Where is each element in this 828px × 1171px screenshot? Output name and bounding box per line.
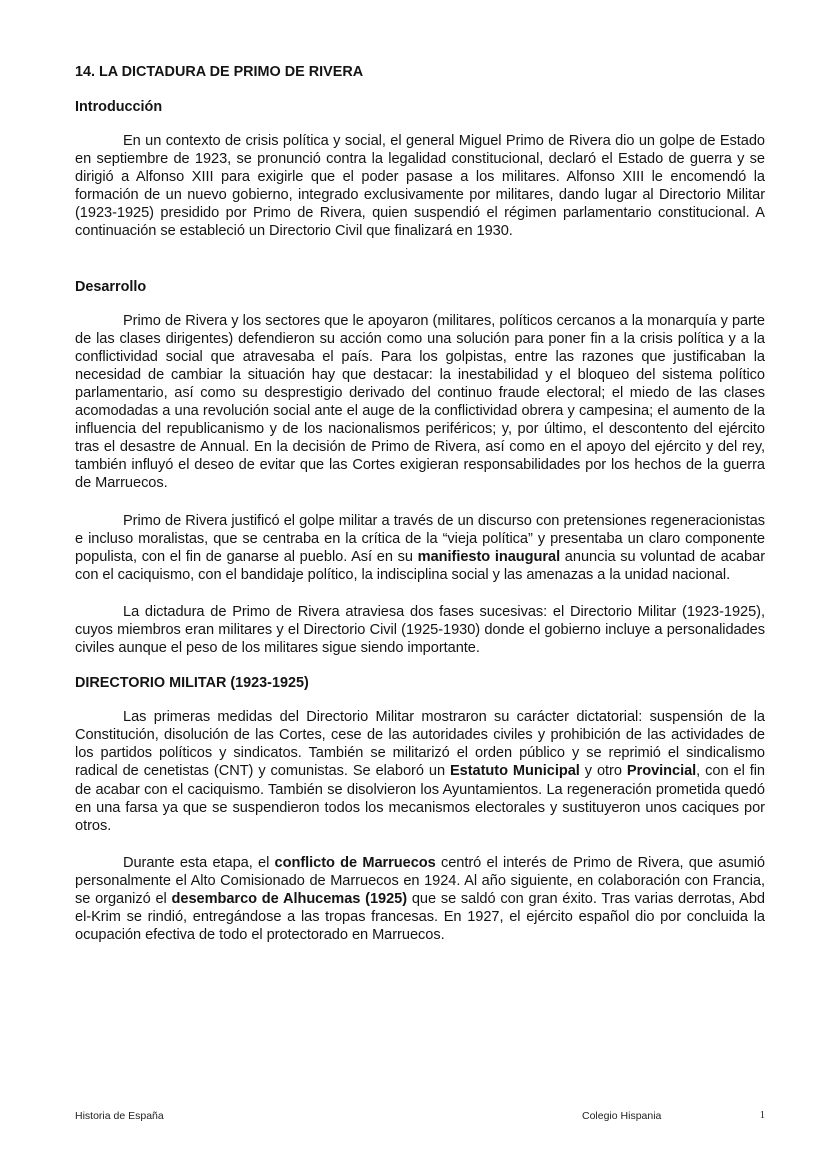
bold-term-desembarco-alhucemas: desembarco de Alhucemas (1925) (171, 891, 408, 907)
bold-term-provincial: Provincial (626, 763, 697, 780)
paragraph (75, 603, 765, 657)
text-segment: que se saldó con gran éxito. Tras varias derrotas, Abd el-Krim se rindió, entregándose a las tropas francesas. En 1927, el ejército español dio por concluida la ocupación efectiva de todo el protectorado en Marruecos. (75, 891, 765, 944)
paragraph (75, 512, 765, 584)
text-segment: Durante esta etapa, el (123, 854, 275, 871)
bold-term-manifiesto: manifiesto inaugural (417, 548, 561, 565)
text-segment: y otro (579, 763, 627, 780)
paragraph (75, 854, 765, 944)
paragraph (75, 708, 765, 835)
section-heading: DIRECTORIO MILITAR (1923-1925) (75, 675, 309, 692)
bold-term-conflicto-marruecos: conflicto de Marruecos (274, 854, 436, 871)
section-introduccion (75, 97, 765, 241)
text-segment: Las primeras medidas del Directorio Militar mostraron su carácter dictatorial: suspensión de la Constitución, disolución de las Cortes, cese de las autoridades civiles y prohibición de las actividades de los partidos políticos y sindicatos. También se militarizó el orden público y se reprimió el sindicalismo radical de cenetistas (CNT) y comunistas. Se elaboró un (75, 709, 765, 780)
footer-subject: Historia de España (75, 1110, 164, 1122)
text-segment: , con el fin de acabar con el caciquismo. También se disolvieron los Ayuntamientos. La regeneración prometida quedó en una farsa ya que se suspendieron todos los mecanismos electorales y sustituyeron unos caciques por otros. (75, 763, 765, 834)
section-directorio-militar (75, 673, 765, 944)
document-title: 14. LA DICTADURA DE PRIMO DE RIVERA (75, 64, 364, 80)
section-heading: Desarrollo (75, 278, 147, 295)
text-segment: En un contexto de crisis política y social, el general Miguel Primo de Rivera dio un golpe de Estado en septiembre de 1923, se pronunció contra la legalidad constitucional, declaró el Estado de guerra y se dirigió a Alfonso XIII para exigirle que el poder pasase a los militares. Alfonso XIII le encomendó la formación de un nuevo gobierno, integrado exclusivamente por militares, dando lugar al Directorio Militar (1923-1925) presidido por Primo de Rivera, quien suspendió el régimen parlamentario constitucional. A continuación se estableció un Directorio Civil que finalizará en 1930. (75, 133, 765, 240)
paragraph (75, 312, 765, 493)
text-segment: La dictadura de Primo de Rivera atraviesa dos fases sucesivas: el Directorio Militar (1923-1925), cuyos miembros eran militares y el Directorio Civil (1925-1930) donde el gobierno incluye a personalidades civiles aunque el peso de los militares sigue siendo importante. (75, 603, 765, 657)
section-heading: Introducción (75, 99, 163, 115)
section-desarrollo (75, 277, 765, 658)
text-segment: anuncia su voluntad de acabar con el caciquismo, con el bandidaje político, la indisciplina social y las amenazas a la unidad nacional. (75, 548, 765, 583)
page-number: 1 (759, 1110, 765, 1121)
document-page (75, 62, 765, 963)
footer-school: Colegio Hispania (582, 1110, 662, 1122)
bold-term-estatuto-municipal: Estatuto Municipal (449, 763, 580, 780)
spacer (75, 260, 765, 277)
paragraph (75, 132, 765, 241)
text-segment: Primo de Rivera justificó el golpe militar a través de un discurso con pretensiones regeneracionistas e incluso moralistas, que se centraba en la crítica de la “vieja política” y presentaba un claro componente populista, con el fin de ganarse al pueblo. Así en su (75, 512, 765, 565)
text-segment: Primo de Rivera y los sectores que le apoyaron (militares, políticos cercanos a la monarquía y parte de las clases dirigentes) defendieron su acción como una solución para poner fin a la crisis política y a la conflictividad social que atravesaba el país. Para los golpistas, entre las razones que justificaban la necesidad de cambiar la situación hay que destacar: la inestabilidad y el bloqueo del sistema político parlamentario, así como su desprestigio derivado del continuo fraude electoral; el miedo de las clases acomodadas a una revolución social ante el auge de la conflictividad obrera y campesina; el aumento de la influencia del republicanismo y de los nacionalismos periféricos; y, por último, el descontento del ejército tras el desastre de Annual. En la decisión de Primo de Rivera, así como en el apoyo del ejército y del rey, también influyó el deseo de evitar que las Cortes exigieran responsabilidades por los hechos de la guerra de Marruecos. (75, 312, 765, 492)
text-segment: centró el interés de Primo de Rivera, que asumió personalmente el Alto Comisionado de Marruecos en 1924. Al año siguiente, en colaboración con Francia, se organizó el (75, 854, 765, 907)
